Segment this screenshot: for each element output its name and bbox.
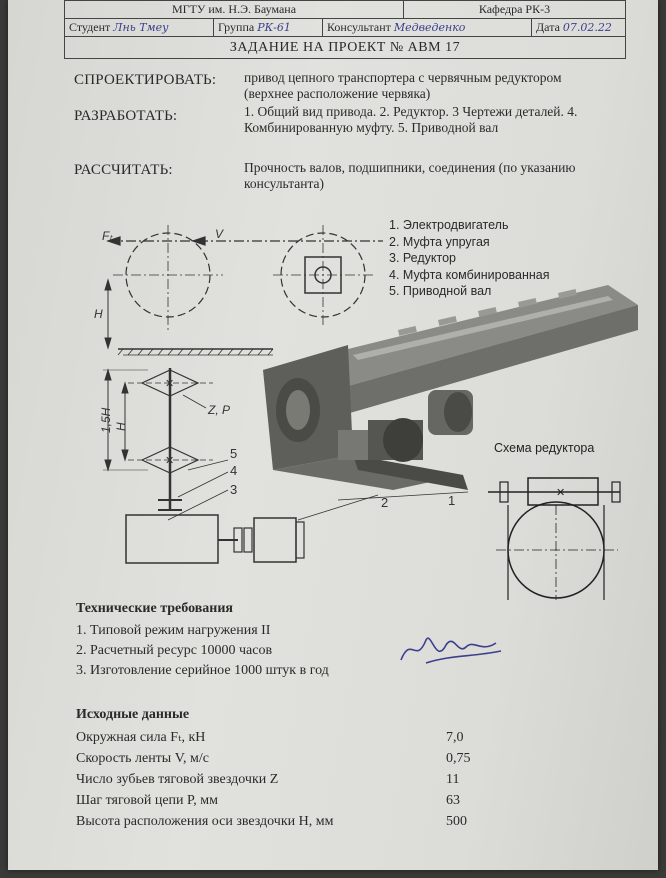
- requirement-item: 2. Расчетный ресурс 10000 часов: [76, 643, 273, 658]
- university-name: МГТУ им. Н.Э. Баумана: [65, 1, 404, 18]
- input-row-force: [76, 727, 506, 748]
- input-label: Окружная сила Fₜ, кН: [76, 730, 206, 745]
- input-data-title: Исходные данные: [76, 707, 190, 722]
- drive-shaft-plan: [128, 368, 213, 510]
- drive-schematic: [8, 0, 658, 600]
- h15-label: 1,5H: [99, 407, 113, 433]
- legend-item-elastic-coupling: 2. Муфта упругая: [389, 234, 490, 249]
- date-value: 07.02.22: [562, 21, 612, 34]
- requirement-item: 1. Типовой режим нагружения II: [76, 623, 271, 638]
- callout-3: 3: [230, 482, 238, 497]
- assignment-sheet: [8, 0, 658, 870]
- date-label: Дата: [536, 20, 560, 34]
- develop-text: 1. Общий вид привода. 2. Редуктор. 3 Чертежи деталей. 4. Комбинированную муфту. 5. Приводной вал: [244, 104, 578, 135]
- student-signature: Лнь Тмеу: [113, 21, 169, 34]
- calc-text: Прочность валов, подшипники, соединения (по указанию консультанта): [244, 160, 576, 191]
- reducer-block: [126, 515, 252, 563]
- ground-hatch: [118, 349, 273, 355]
- callout-1: 1: [448, 493, 456, 508]
- input-row-speed: [76, 748, 506, 769]
- legend-item-reducer: 3. Редуктор: [389, 251, 457, 265]
- department-name: Кафедра РК-3: [478, 2, 551, 16]
- input-label: Шаг тяговой цепи P, мм: [76, 793, 218, 808]
- develop-label: РАЗРАБОТАТЬ:: [74, 108, 178, 124]
- svg-text:✕: ✕: [165, 455, 175, 467]
- motor-block: [254, 518, 304, 562]
- requirements-list: [76, 621, 329, 681]
- v-label: V: [215, 227, 224, 241]
- input-value: 500: [446, 814, 467, 829]
- consultant-label: Консультант: [327, 20, 391, 34]
- requirements-title: Технические требования: [76, 601, 233, 616]
- reducer-scheme: [488, 478, 620, 600]
- svg-text:✕: ✕: [165, 378, 175, 390]
- consultant-signature: Медведенко: [393, 21, 466, 34]
- input-value: 63: [446, 793, 460, 808]
- callout-5: 5: [230, 446, 238, 461]
- chain-line-arrow: [108, 237, 383, 245]
- height-dimension-top: [105, 280, 111, 348]
- input-row-height: [76, 811, 506, 832]
- group-label: Группа: [218, 20, 255, 34]
- legend-item-drive-shaft: 5. Приводной вал: [389, 284, 492, 298]
- zp-label: Z, P: [208, 403, 231, 417]
- legend-item-motor: 1. Электродвигатель: [389, 218, 509, 232]
- assignment-title: ЗАДАНИЕ НА ПРОЕКТ № АВМ 17: [229, 40, 461, 55]
- input-data-table: [76, 727, 506, 832]
- design-label: СПРОЕКТИРОВАТЬ:: [74, 72, 217, 88]
- requirement-item: 3. Изготовление серийное 1000 штук в год: [76, 663, 329, 678]
- callout-2: 2: [381, 495, 389, 510]
- calc-label: РАССЧИТАТЬ:: [74, 162, 173, 178]
- input-value: 0,75: [446, 751, 471, 766]
- h-label-plan: H: [114, 422, 128, 431]
- input-label: Скорость ленты V, м/с: [76, 751, 209, 766]
- input-row-teeth: [76, 769, 506, 790]
- svg-text:✕: ✕: [556, 487, 566, 499]
- legend-item-combined-coupling: 4. Муфта комбинированная: [389, 267, 550, 282]
- reducer-scheme-title: Схема редуктора: [494, 441, 595, 455]
- input-row-pitch: [76, 790, 506, 811]
- input-value: 11: [446, 772, 460, 787]
- conveyor-illustration: [263, 285, 638, 490]
- student-label: Студент: [69, 20, 111, 34]
- design-text: привод цепного транспортера с червячным редуктором (верхнее расположение червяка): [244, 70, 562, 101]
- input-label: Высота расположения оси звездочки H, мм: [76, 814, 334, 829]
- ft-label: Fₜ: [102, 229, 113, 243]
- callout-4: 4: [230, 463, 238, 478]
- input-value: 7,0: [446, 730, 464, 745]
- consultant-signature-mark: [396, 625, 506, 675]
- group-value: РК-61: [257, 21, 291, 34]
- input-label: Число зубьев тяговой звездочки Z: [76, 772, 279, 787]
- h-label-top: H: [94, 307, 103, 321]
